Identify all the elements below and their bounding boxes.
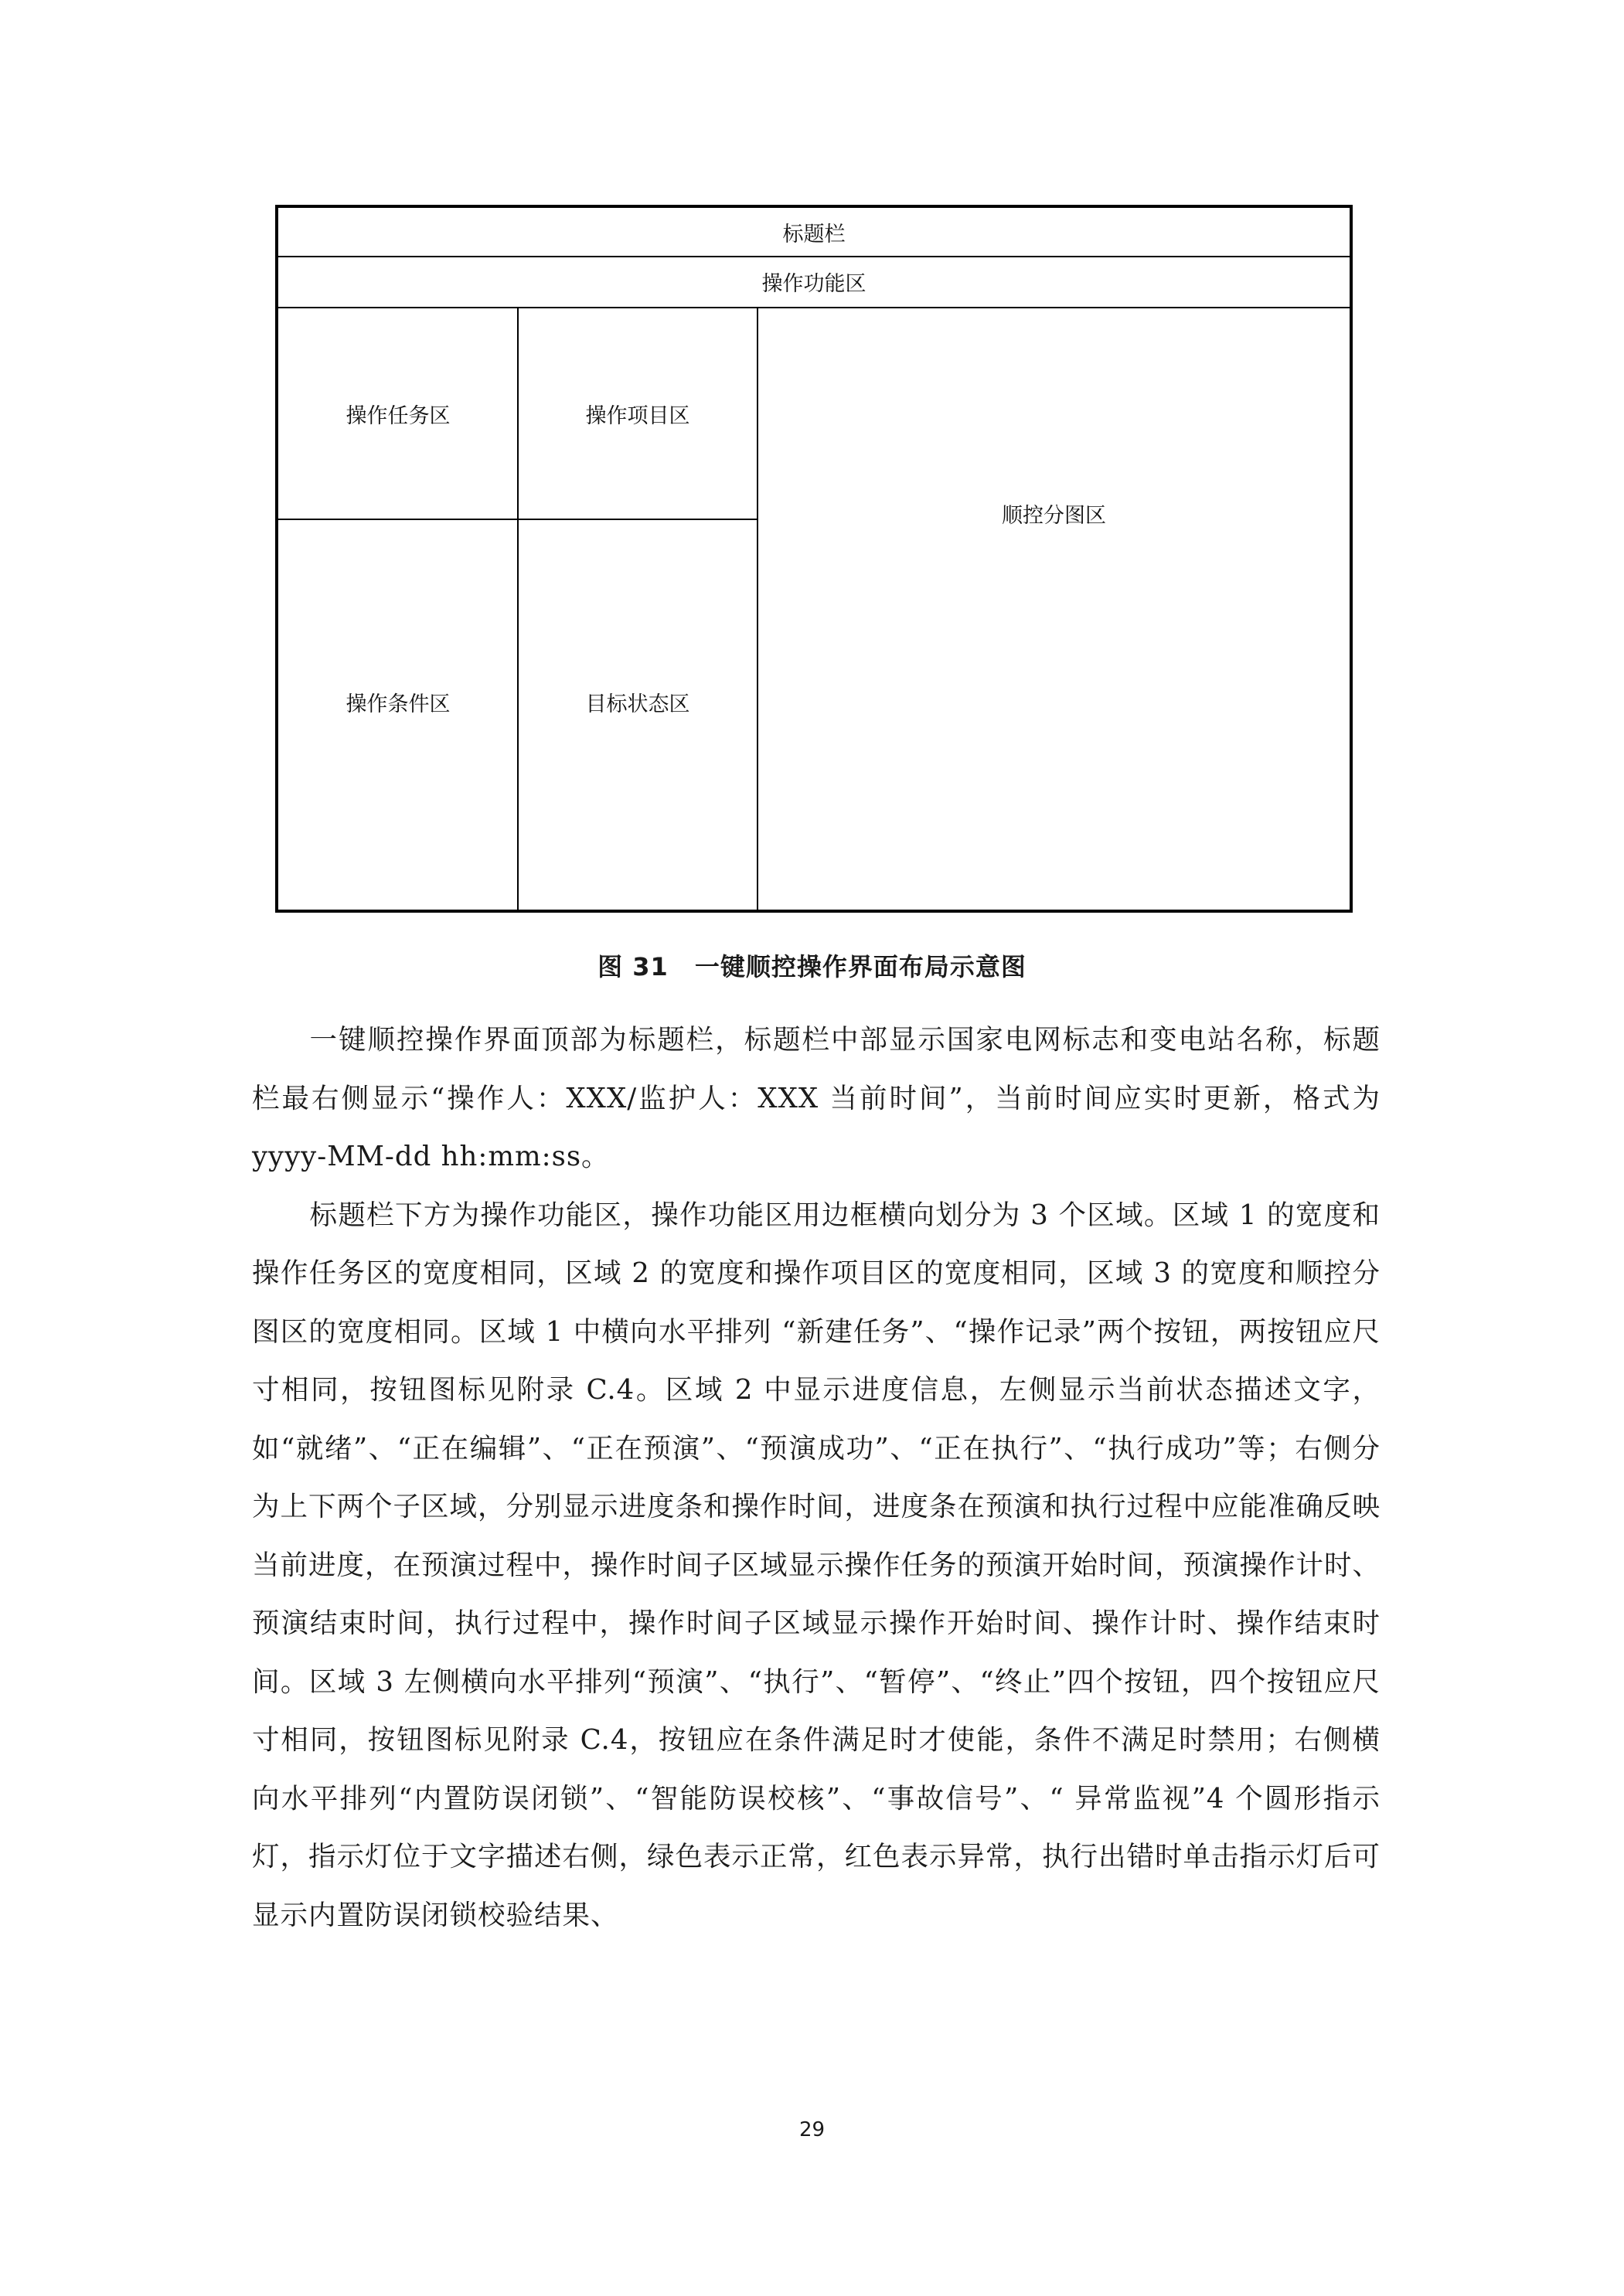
title-bar-cell (278, 208, 1350, 257)
item-area-cell (518, 308, 758, 519)
condition-area-cell (278, 520, 518, 883)
condition-area-label: 操作条件区 (346, 692, 451, 716)
figure-number: 图 31 (598, 952, 669, 981)
sequence-graph-area-cell (758, 308, 1350, 718)
task-area-cell (278, 308, 518, 519)
title-bar-label: 标题栏 (782, 223, 846, 247)
paragraph: 标题栏下方为操作功能区，操作功能区用边框横向划分为 3 个区域。区域 1 的宽度和操作任务区的宽度相同，区域 2 的宽度和操作项目区的宽度相同，区域 3 的宽度和顺控分图区的宽度相同。区域 1 中横向水平排列 “新建任务”、“操作记录”两个按钮，两按钮应尺寸相同，按钮图标见附录 C.4。区域 2 中显示进度信息，左侧显示当前状态描述文字，如“就绪”、“正在编辑”、“正在预演”、“预演成功”、“正在执行”、“执行成功”等；右侧分为上下两个子区域，分别显示进度条和操作时间，进度条在预演和执行过程中应能准确反映当前进度，在预演过程中，操作时间子区域显示操作任务的预演开始时间，预演操作计时、预演结束时间，执行过程中，操作时间子区域显示操作开始时间、操作计时、操作结束时间。区域 3 左侧横向水平排列“预演”、“执行”、“暂停”、“终止”四个按钮，四个按钮应尺寸相同，按钮图标见附录 C.4，按钮应在条件满足时才使能，条件不满足时禁用；右侧横向水平排列“内置防误闭锁”、“智能防误校核”、“事故信号”、“ 异常监视”4 个圆形指示灯，指示灯位于文字描述右侧，绿色表示正常，红色表示异常，执行出错时单击指示灯后可显示内置防误闭锁校验结果、 (252, 1199, 1381, 1931)
target-state-area-cell (518, 520, 758, 883)
page-number: 29 (798, 2118, 826, 2141)
target-state-area-label: 目标状态区 (585, 692, 690, 716)
paragraph: 一键顺控操作界面顶部为标题栏，标题栏中部显示国家电网标志和变电站名称，标题栏最右侧显示“操作人：XXX/监护人：XXX 当前时间”，当前时间应实时更新，格式为 yyyy-MM-dd hh:mm:ss。 (252, 1024, 1381, 1172)
sequence-graph-area-label: 顺控分图区 (1002, 503, 1106, 528)
figure-title: 一键顺控操作界面布局示意图 (694, 952, 1026, 981)
body-text (252, 1011, 1381, 1944)
figure-caption (0, 947, 1624, 983)
layout-diagram (275, 205, 1353, 913)
function-area-cell (278, 257, 1350, 306)
function-area-label: 操作功能区 (761, 272, 866, 296)
task-area-label: 操作任务区 (346, 403, 451, 428)
item-area-label: 操作项目区 (585, 403, 690, 428)
